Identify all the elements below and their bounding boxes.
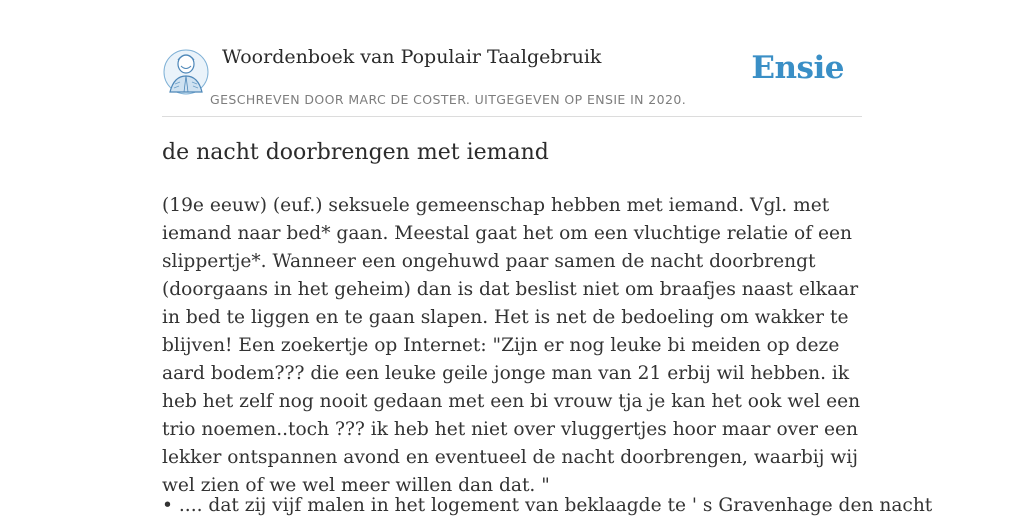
entry-definition: (19e eeuw) (euf.) seksuele gemeenschap hebben met iemand. Vgl. met iemand naar bed* gaan. Meestal gaat het om een vluchtige relatie of een slippertje*. Wanneer een ongehuwd paar samen de nacht doorbrengt (doorgaans in het geheim) dan is dat beslist niet om braafjes naast elkaar in bed te liggen en te gaan slapen. Het is net de bedoeling om wakker te blijven! Een zoekertje op Internet: "Zijn er nog leuke bi meiden op deze aard bodem??? die een leuke geile jonge man van 21 erbij wil hebben. ik heb het zelf nog nooit gedaan met een bi vrouw tja je kan het ook wel een trio noemen..toch ??? ik heb het niet over vluggertjes hoor maar over een lekker ontspannen avond en eventueel de nacht doorbrengen, waarbij wij wel zien of we wel meer willen dan dat. " (162, 195, 861, 496)
ensie-logo[interactable]: Ensie (751, 50, 844, 86)
dictionary-header (162, 40, 862, 117)
book-title[interactable]: Woordenboek van Populair Taalgebruik (222, 46, 602, 68)
entry-headword: de nacht doorbrengen met iemand (162, 140, 549, 165)
author-byline: GESCHREVEN DOOR MARC DE COSTER. UITGEGEVEN OP ENSIE IN 2020. (210, 92, 687, 107)
author-portrait-icon[interactable] (162, 46, 210, 98)
entry-citation: • .... dat zij vijf malen in het logement van beklaagde te ' s Gravenhage den nacht (162, 495, 933, 516)
